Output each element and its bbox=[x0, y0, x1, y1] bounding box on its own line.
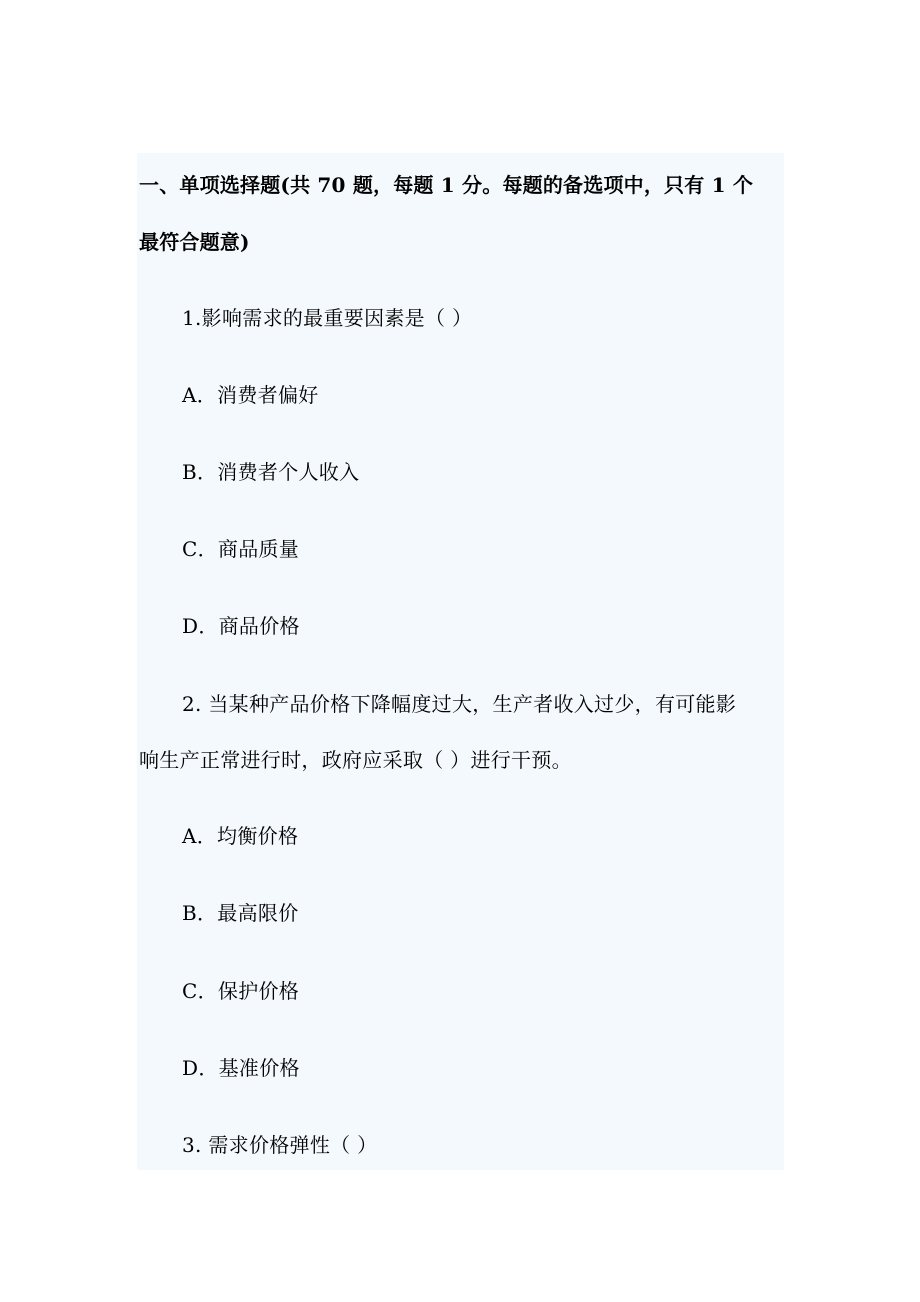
section-heading-line-2: 最符合题意) bbox=[139, 230, 250, 254]
question-3-stem: 3. 需求价格弹性（ ） bbox=[182, 1133, 378, 1157]
question-2-stem-line-2: 响生产正常进行时，政府应采取（ ）进行干预。 bbox=[139, 748, 572, 772]
question-2-stem-line-1: 2. 当某种产品价格下降幅度过大，生产者收入过少，有可能影 bbox=[182, 692, 737, 716]
question-1-stem: 1.影响需求的最重要因素是（ ） bbox=[182, 306, 473, 330]
question-2-option-a: A．均衡价格 bbox=[182, 824, 299, 848]
question-1-option-c: C．商品质量 bbox=[182, 537, 300, 561]
question-1-option-b: B．消费者个人收入 bbox=[182, 460, 360, 484]
section-heading-line-1: 一、单项选择题(共 70 题，每题 1 分。每题的备选项中，只有 1 个 bbox=[139, 173, 754, 197]
question-1-option-a: A．消费者偏好 bbox=[182, 383, 319, 407]
question-2-option-d: D．基准价格 bbox=[182, 1056, 300, 1080]
question-2-option-b: B．最高限价 bbox=[182, 901, 299, 925]
question-2-option-c: C．保护价格 bbox=[182, 979, 300, 1003]
question-1-option-d: D．商品价格 bbox=[182, 614, 300, 638]
